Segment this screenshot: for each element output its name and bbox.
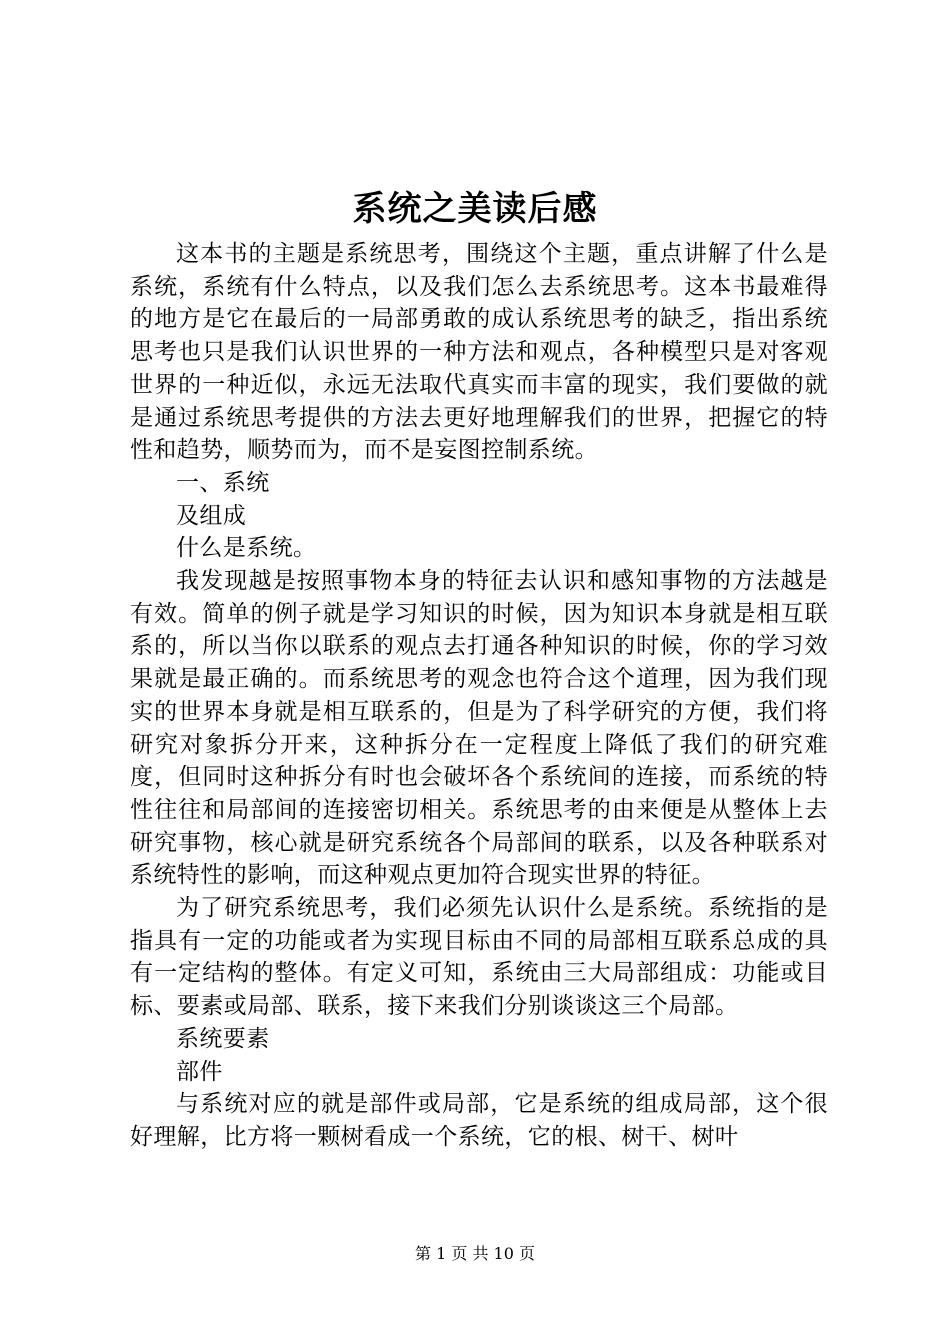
- paragraph-intro: 这本书的主题是系统思考，围绕这个主题，重点讲解了什么是系统，系统有什么特点，以及我们怎么去系统思考。这本书最难得的地方是它在最后的一局部勇敢的成认系统思考的缺乏，指出系统思考也只是我们认识世界的一种方法和观点，各种模型只是对客观世界的一种近似，永远无法取代真实而丰富的现实，我们要做的就是通过系统思考提供的方法去更好地理解我们的世界，把握它的特性和趋势，顺势而为，而不是妄图控制系统。: [130, 241, 828, 464]
- page-footer: 第 1 页 共 10 页: [415, 1244, 535, 1263]
- document-body: [130, 238, 828, 1154]
- section-heading-system: 一、系统: [176, 469, 270, 496]
- subheading-parts: 部件: [176, 1058, 223, 1085]
- document-title: 系统之美读后感: [352, 189, 598, 229]
- subheading-what-is-system: 什么是系统。: [176, 535, 317, 562]
- subheading-elements: 系统要素: [176, 1025, 270, 1052]
- section-heading-composition: 及组成: [176, 502, 247, 529]
- paragraph-definition: 为了研究系统思考，我们必须先认识什么是系统。系统指的是指具有一定的功能或者为实现目标由不同的局部相互联系总成的具有一定结构的整体。有定义可知，系统由三大局部组成：功能或目标、要素或局部、联系，接下来我们分别谈谈这三个局部。: [130, 895, 828, 1020]
- paragraph-parts: 与系统对应的就是部件或局部，它是系统的组成局部，这个很好理解，比方将一颗树看成一个系统，它的根、树干、树叶: [130, 1091, 828, 1150]
- paragraph-system-thinking: 我发现越是按照事物本身的特征去认识和感知事物的方法越是有效。简单的例子就是学习知识的时候，因为知识本身就是相互联系的，所以当你以联系的观点去打通各种知识的时候，你的学习效果就是最正确的。而系统思考的观念也符合这个道理，因为我们现实的世界本身就是相互联系的，但是为了科学研究的方便，我们将研究对象拆分开来，这种拆分在一定程度上降低了我们的研究难度，但同时这种拆分有时也会破坏各个系统间的连接，而系统的特性往往和局部间的连接密切相关。系统思考的由来便是从整体上去研究事物，核心就是研究系统各个局部间的联系，以及各种联系对系统特性的影响，而这种观点更加符合现实世界的特征。: [130, 568, 828, 889]
